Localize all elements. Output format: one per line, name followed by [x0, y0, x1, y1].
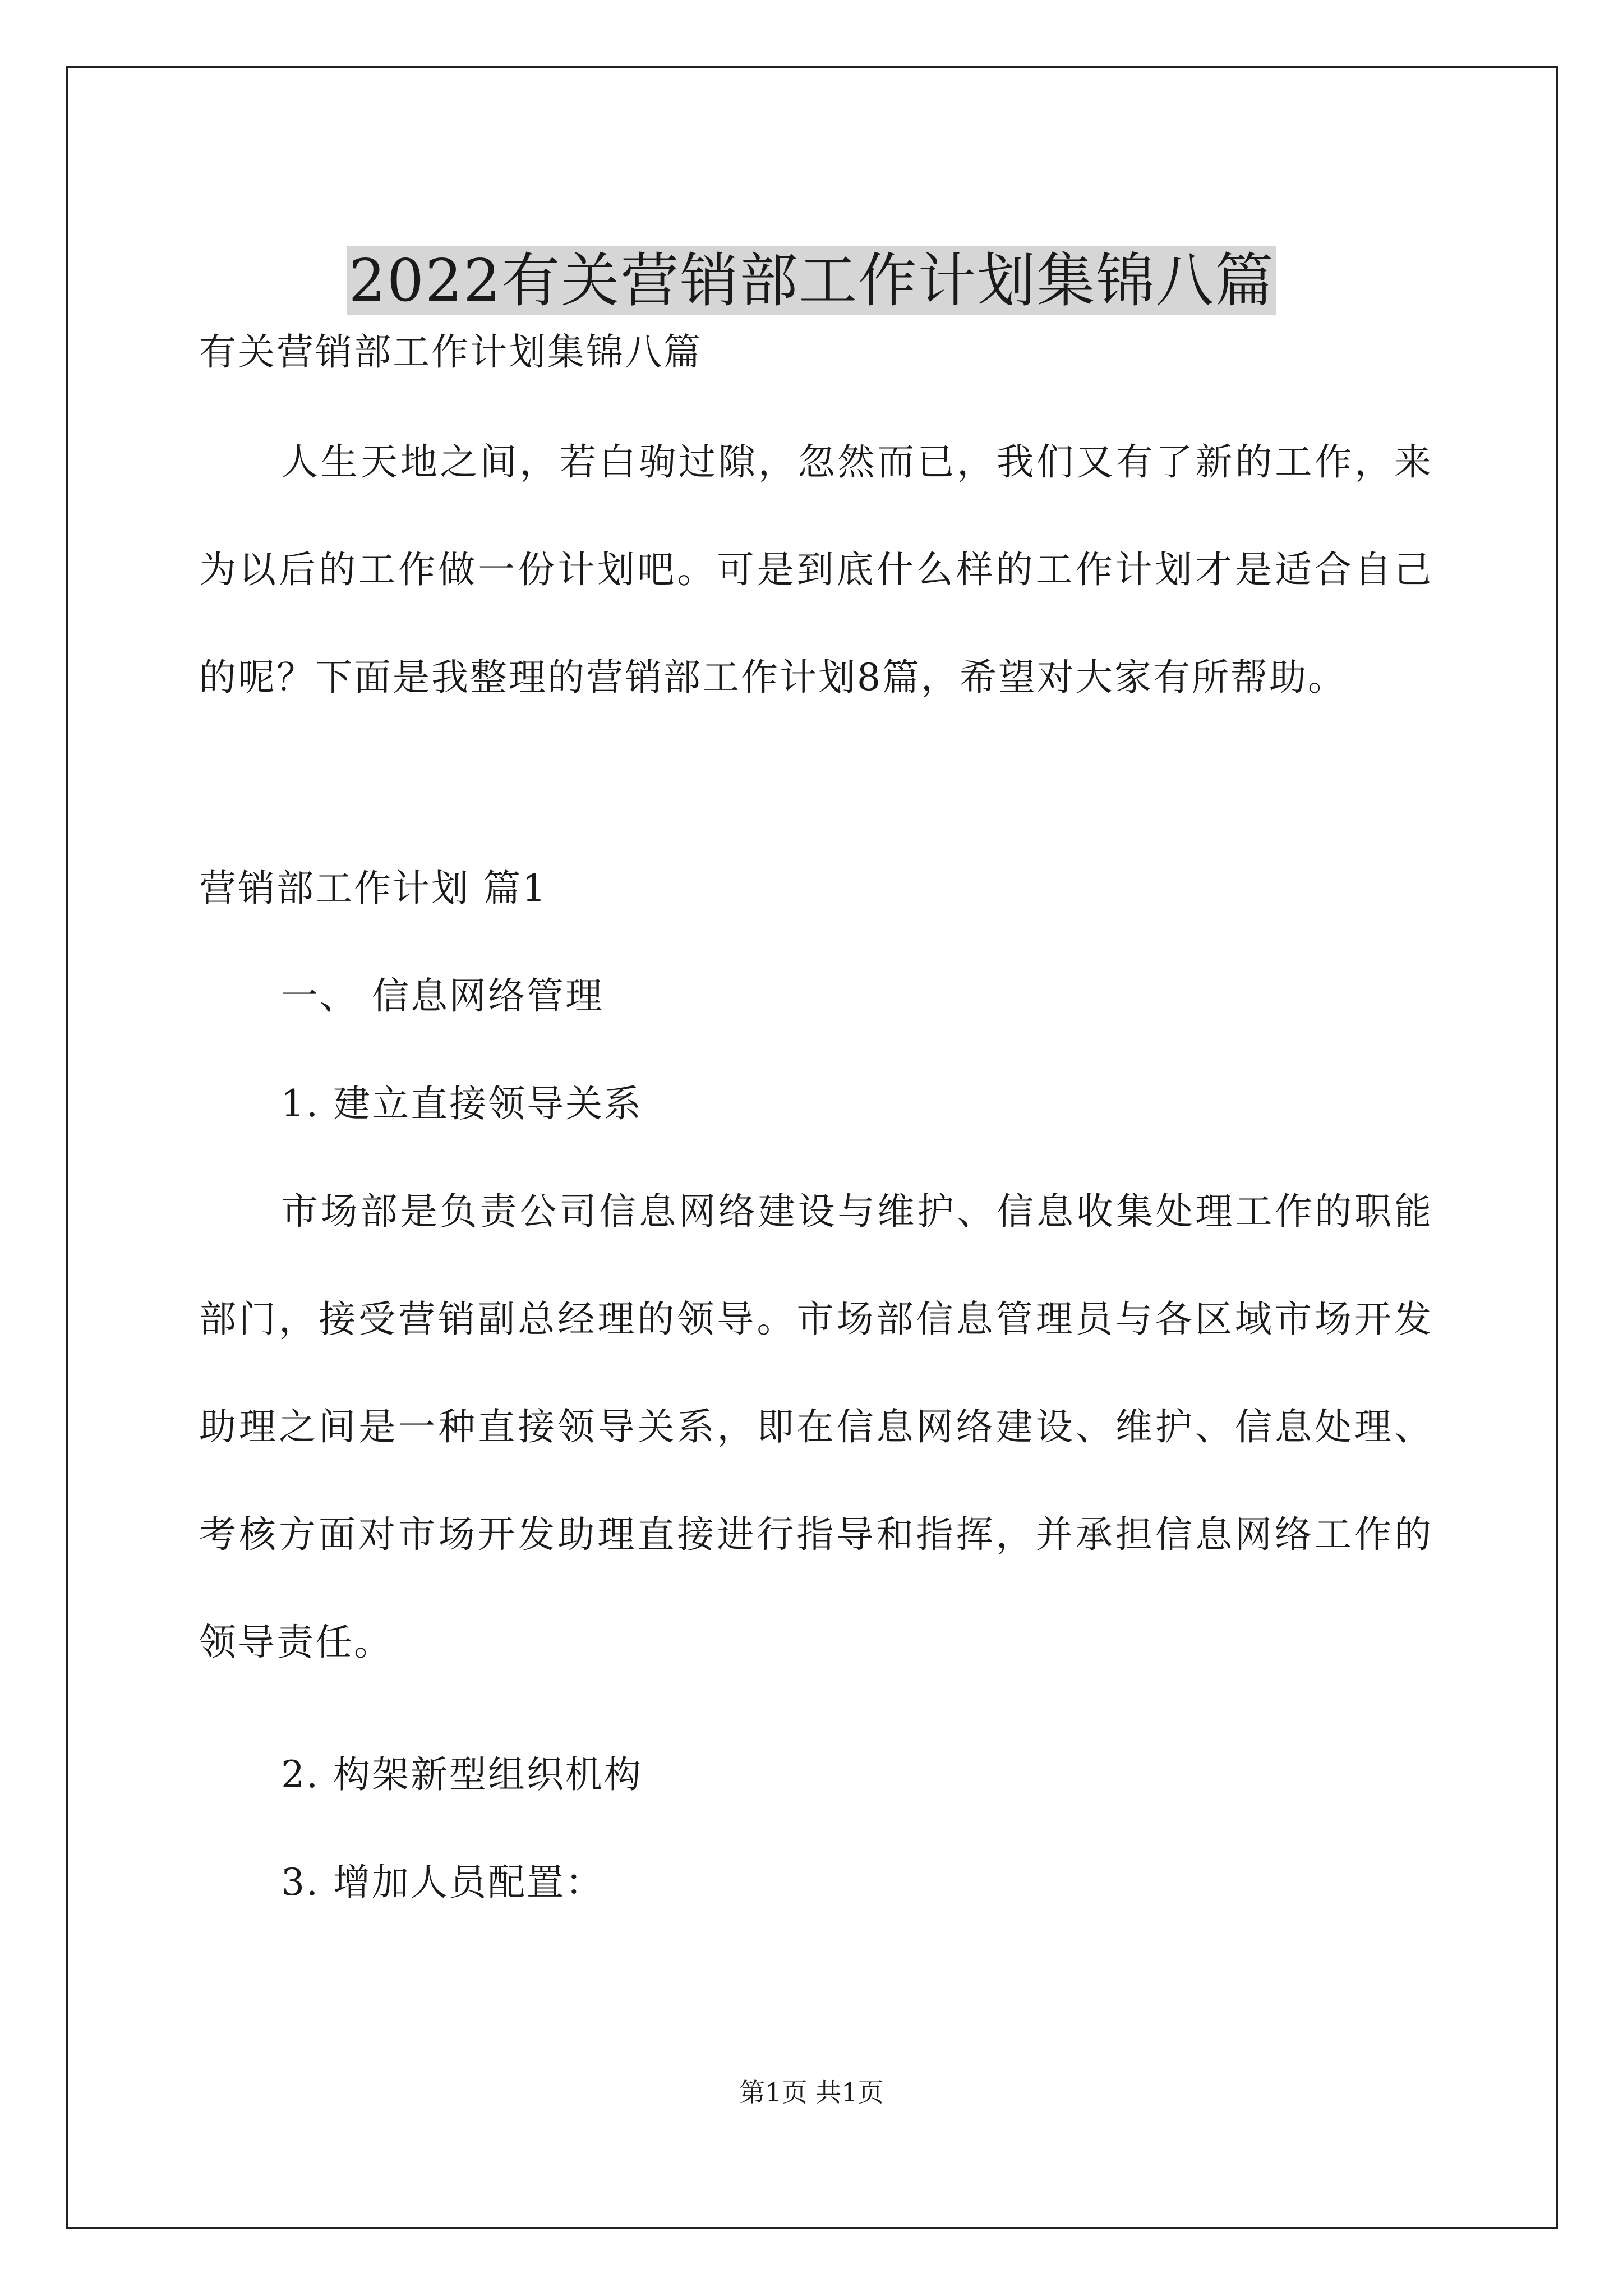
document-title-text: 2022有关营销部工作计划集锦八篇	[347, 246, 1277, 315]
body-paragraph: 市场部是负责公司信息网络建设与维护、信息收集处理工作的职能部门，接受营销副总经理的领导。市场部信息管理员与各区域市场开发助理之间是一种直接领导关系，即在信息网络建设、维护、信息处理、考核方面对市场开发助理直接进行指导和指挥，并承担信息网络工作的领导责任。	[199, 1190, 1433, 1664]
list-item-subheading: 3. 增加人员配置：	[281, 1861, 604, 1904]
section-heading: 营销部工作计划 篇1	[199, 867, 547, 910]
list-item-heading: 一、 信息网络管理	[281, 974, 604, 1018]
intro-paragraph: 人生天地之间，若白驹过隙，忽然而已，我们又有了新的工作，来为以后的工作做一份计划吧。可是到底什么样的工作计划才是适合自己的呢？下面是我整理的营销部工作计划8篇，希望对大家有所帮助。	[199, 440, 1433, 699]
list-item-subheading: 2. 构架新型组织机构	[281, 1753, 643, 1796]
document-body	[199, 314, 1433, 1910]
document-subtitle: 有关营销部工作计划集锦八篇	[199, 330, 702, 374]
page-footer: 第1页 共1页	[739, 2077, 884, 2108]
document-title	[0, 241, 1623, 320]
list-item-subheading: 1. 建立直接领导关系	[281, 1082, 643, 1125]
